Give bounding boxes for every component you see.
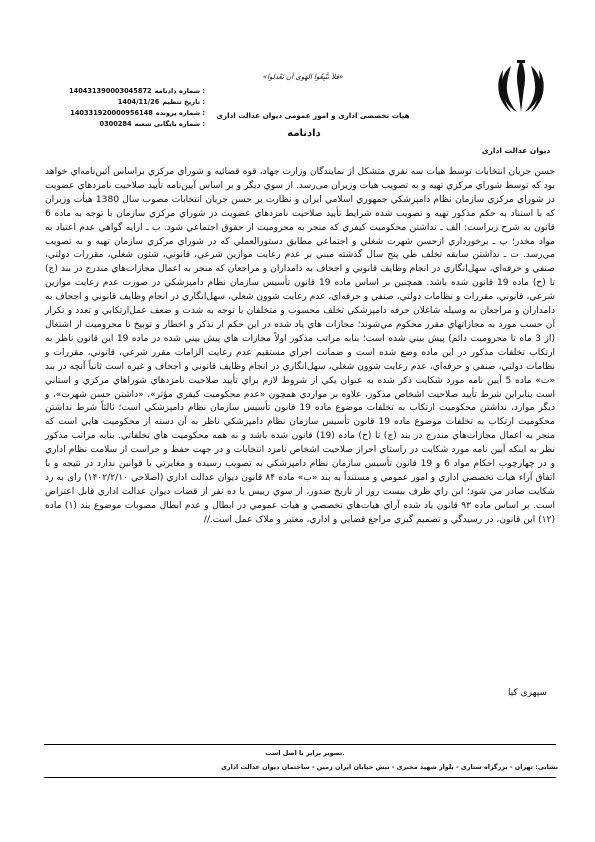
meta-issue-date xyxy=(55,97,205,108)
meta-label: شماره بایگانی شعبه : xyxy=(134,120,205,128)
signer-name: سپهری کیا xyxy=(507,688,547,698)
board-name: هیات تخصصی اداری و امور عمومی دیوان عدالت اداری xyxy=(216,111,410,120)
meta-value: 140431390003045872 xyxy=(69,87,152,95)
document-metadata xyxy=(55,86,205,130)
meta-ruling-number xyxy=(55,86,205,97)
header-verse: «فلاَ تتَّبِعُوا الهَوی اَن تَعْدلوا» xyxy=(262,73,344,81)
certified-copy-note: تصویر برابر با اصل است. xyxy=(265,749,345,757)
footer-divider xyxy=(44,777,556,778)
meta-label: تاریخ تنظیم : xyxy=(162,98,205,106)
footer-divider xyxy=(44,744,556,745)
meta-label: شماره پرونده : xyxy=(155,109,205,117)
meta-value: 0300284 xyxy=(99,120,132,128)
meta-value: 1404/11/26 xyxy=(117,98,160,106)
document-title: دادنامه xyxy=(287,128,321,139)
meta-archive-number xyxy=(55,119,205,130)
meta-case-number xyxy=(55,108,205,119)
ruling-body xyxy=(45,166,555,528)
organization-name: دیوان عدالت اداری xyxy=(481,146,551,155)
meta-label: شماره دادنامه : xyxy=(154,87,205,95)
ruling-paragraph: حسن جریان انتخابات توسط هیات سه نفري متشکل از نمایندگان وزارت جهاد، قوه قضائیه و شوراي مرکزي براساس آئین‌نامه‌اي خواهد بود که توسط شوراي مرکزي تهیه و به تصویب هیات وزیران می‌رسد. از سوي دیگر و بر اساس آیین‌نامه تأیید صلاحیت نامزدهاي عضویت در شوراي مرکزي سازمان نظام دامپزشکي جمهوري اسلامي ایران و نظارت بر حسن جریان انتخابات مصوب سال 1380 هیأت وزیران که با استناد به حکم مذکور تهیه و تصویب شده شرایط تأیید صلاحیت نامزدهاي عضویت در شوراي مرکزي سازمان با توجه به ماده 6 قانون به شرح زیراست: الف ـ نداشتن محکومیت کیفري که منجر به محرومیت از حقوق اجتماعي شود. ب ـ ارایه گواهي عدم اعتیاد به مواد مخدر؛ پ ـ برخورداري ازحسن شهرت شغلي و اجتماعي مطابق دستورالعملي که در شوراي مرکزي سازمان تهیه و به تصویب مي‌رسد. ت ـ نداشتن سابقه تخلف طي پنج سال گذشته مبني بر عدم رعایت موازین شرعي، قانوني، شئون شغلي، مقررات دولتي، صنفي و حرفه‌اي، سهل‌انگاري در انجام وظایف قانوني و اجحاف به دامداران و مراجعان که منجر به اعمال مجازات‌هاي مندرج در بند (ج) تا (ح) ماده 19 قانون شده باشد. همچنین بر اساس ماده 19 قانون تأسیس سازمان نظام دامپزشکي در صورت عدم رعایت موازین شرعي، قانوني، مقررات و نظامات دولتي، صنفي و حرفه‌اي، عدم رعایت شوون شغلي، سهل‌انگاري در انجام وظایف قانوني و اجحاف به دامداران و مراجعان به وسیله شاغلان حرفه دامپزشکي تخلف محسوب و متخلفان با توجه به شدت و ضعف عمل‌ارتکابي و تعدد و تکرار آن حسب مورد به مجازاتهاي مقرر محکوم مي‌شوند؛ مجازات هاي یاد شده در این حکم از تذکر و اخطار و توبیخ تا محرومیت از اشتغال (از 3 ماه تا محرومیت دائم) پیش بیني شده است؛ بنابه مراتب مذکور اولاً مجازات هاي پیش بیني شده در ماده 19 این قانون ناظر به ارتکاب تخلفات مذکور در این ماده وضع شده است و ضمانت اجراي مستقیم عدم رعایت الزامات مقرر شرعي، قانوني، مقررات و نظامات دولتي، صنفي و حرفه‌اي، عدم رعایت شوون شغلي، سهل‌انگاري در انجام وظایف قانوني و اجحاف و غیره است ثانیاً آنچه در بند «ت» ماده 5 آیین نامه مورد شکایت ذکر شده به عنوان یکي از شروط لازم براي تأیید صلاحیت نامزدهاي شوراهاي مرکزي و استاني است بنابراین شرط تأیید صلاحیت اشخاص مذکور، علاوه بر مواردي همچون «عدم محکومیت کیفري مؤثر»، «داشتن حسن شهرت»، و دیگر موارد، نداشتن محکومیت ارتکاب به تخلفات موضوع ماده 19 قانون تأسیس سازمان نظام دامپزشکي است؛ ثالثاً شرط نداشتن محکومیت ارتکاب به تخلفات موضوع ماده 19 قانون تأسیس سازمان نظام دامپزشکي ناظر به آن دسته از محکومیت هایي است که منجر به اعمال مجازات‌هاي مندرج در بند (ج) تا (ح) ماده (19) قانون شده باشد و نه همه محکومیت هاي تخلفاتي. بنابه مراتب مذکور نظر به اینکه آیین نامه مورد شکایت در راستاي احراز صلاحیت اشخاص نامزد انتخابات و در جهت حفظ و حراست از سلامت نظام اداري و در چهارچوب احکام مواد 6 و 19 قانون تأسیس سازمان نظام دامپزشکي به تصویب رسیده و مغایرتي با قوانین ندارد در نتیجه و با اتفاق آراء هیات تخصصي اداري و امور عمومي و مستنداً به بند «ب» ماده ۸۴ قانون دیوان عدالت اداري (اصلاحي ۱۴۰۲/۲/۱۰) رای به رد شکایت صادر مي شود؛ این راي ظرف بیست روز از تاریخ صدور، از سوي رییس یا ده نفر از قضات دیوان عدالت اداري قابل اعتراض است. بر اساس ماده ۹۳ قانون یاد شده آراي هیات‌هاي تخصصي و هیات عمومي در ابطال و عدم ابطال مصوبات موضوع بند (۱) ماده (۱۲) این قانون، در رسیدگي و تصمیم گیري مراجع قضایي و اداري، معتبر و ملاک عمل است.// xyxy=(45,167,556,525)
court-address: نشانی: تهران - بزرگراه ستاری - بلوار شهید مخبری - نبش خیابان ایران زمین - ساختمان دیوان عدالت اداری xyxy=(221,763,558,771)
meta-value: 140331920000956148 xyxy=(70,109,153,117)
iran-emblem-icon xyxy=(495,58,547,116)
